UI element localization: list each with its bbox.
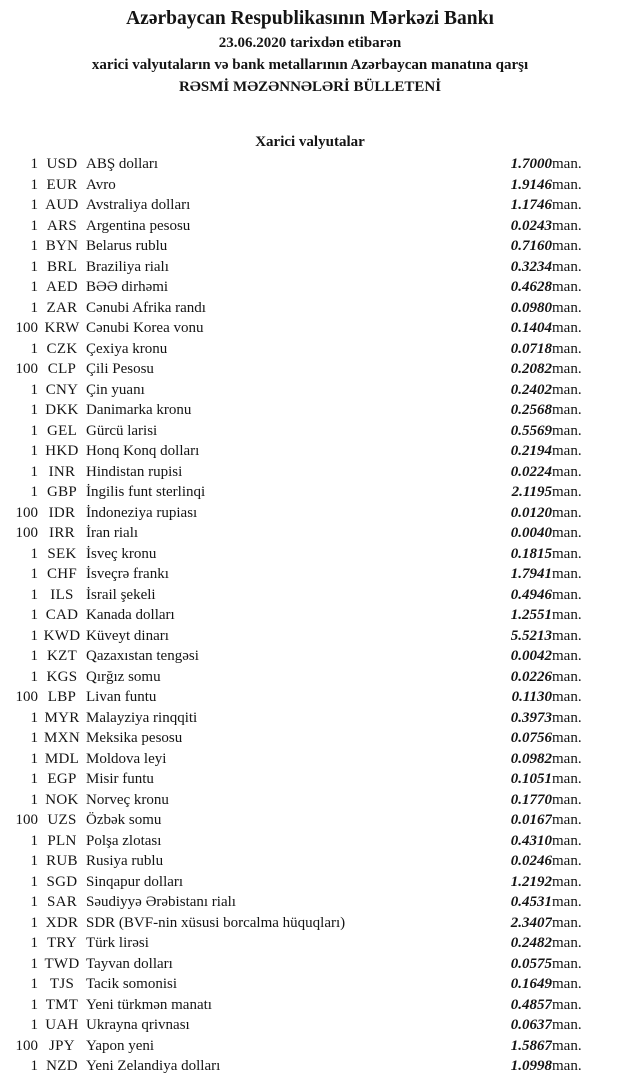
quantity-cell: 1 — [30, 299, 38, 316]
currency-name-cell: Rusiya rublu — [86, 853, 164, 869]
currency-code-cell: KRW — [44, 320, 80, 336]
currency-name-cell: Türk lirəsi — [86, 935, 149, 951]
currency-name-cell: Norveç kronu — [86, 791, 169, 808]
unit-label-cell: man. — [552, 422, 582, 439]
rate-value-cell: 1.5867 — [510, 1037, 552, 1054]
currency-code-cell: CNY — [45, 381, 79, 398]
quantity-cell: 1 — [30, 853, 38, 869]
rate-row — [0, 913, 620, 934]
currency-name-cell: İngilis funt sterlinqi — [86, 484, 206, 500]
rate-row — [0, 257, 620, 278]
quantity-cell: 100 — [15, 361, 38, 377]
unit-label-cell: man. — [552, 484, 582, 500]
rate-row — [0, 687, 620, 708]
currency-name-cell: Səudiyyə Ərəbistanı rialı — [86, 894, 236, 910]
rate-row — [0, 421, 620, 442]
currency-name-cell: İndoneziya rupiası — [86, 504, 198, 521]
unit-label-cell: man. — [552, 935, 582, 951]
rate-row — [0, 400, 620, 421]
quantity-cell: 1 — [30, 545, 38, 562]
rate-row — [0, 667, 620, 688]
currency-code-cell: AED — [46, 279, 78, 295]
quantity-cell: 1 — [30, 607, 38, 623]
unit-label-cell: man. — [552, 832, 582, 849]
currency-code-cell: TMT — [45, 996, 79, 1013]
rate-row — [0, 831, 620, 852]
currency-name-cell: Malayziya rinqqiti — [86, 709, 198, 726]
currency-code-cell: SEK — [47, 545, 77, 562]
currency-name-cell: Misir funtu — [86, 771, 154, 787]
currency-code-cell: GBP — [46, 484, 78, 500]
rate-value-cell: 0.3973 — [510, 709, 552, 726]
rate-value-cell: 0.1649 — [510, 976, 552, 992]
currency-name-cell: Gürcü larisi — [86, 422, 158, 439]
currency-name-cell: Avstraliya dolları — [86, 197, 191, 213]
quantity-cell: 1 — [30, 176, 38, 193]
rate-value-cell: 0.1815 — [510, 545, 552, 562]
effective-date-line: 23.06.2020 tarixdən etibarən — [218, 35, 402, 51]
rate-value-cell: 5.5213 — [510, 627, 552, 644]
quantity-cell: 1 — [30, 258, 38, 275]
currency-name-cell: Yeni türkmən manatı — [86, 996, 212, 1013]
rate-row — [0, 482, 620, 503]
currency-name-cell: Yapon yeni — [86, 1037, 155, 1054]
unit-label-cell: man. — [552, 463, 582, 480]
currency-code-cell: JPY — [49, 1037, 75, 1054]
currency-name-cell: Argentina pesosu — [86, 217, 191, 234]
currency-code-cell: NOK — [45, 791, 79, 808]
unit-label-cell: man. — [552, 381, 582, 398]
currency-name-cell: Ukrayna qrivnası — [86, 1017, 190, 1033]
unit-label-cell: man. — [552, 689, 582, 705]
rate-value-cell: 0.2482 — [510, 935, 552, 951]
rate-value-cell: 0.1051 — [510, 771, 552, 787]
quantity-cell: 1 — [30, 750, 38, 767]
quantity-cell: 1 — [30, 1017, 38, 1033]
rate-value-cell: 0.0226 — [510, 668, 552, 685]
rate-row — [0, 277, 620, 298]
currency-name-cell: Çili Pesosu — [86, 361, 154, 377]
quantity-cell: 1 — [30, 586, 38, 603]
rate-row — [0, 523, 620, 544]
currency-code-cell: MXN — [44, 730, 80, 746]
quantity-cell: 1 — [30, 402, 38, 418]
rate-value-cell: 0.2194 — [510, 443, 552, 459]
currency-code-cell: CZK — [46, 340, 78, 357]
currency-name-cell: Qazaxıstan tengəsi — [86, 648, 199, 664]
rate-value-cell: 0.1770 — [510, 791, 552, 808]
rate-value-cell: 2.3407 — [510, 914, 552, 931]
rate-value-cell: 1.7941 — [510, 566, 552, 582]
currency-name-cell: Meksika pesosu — [86, 730, 183, 746]
exchange-rates-table — [0, 154, 620, 1077]
currency-name-cell: Polşa zlotası — [86, 832, 162, 849]
currency-code-cell: UAH — [45, 1017, 79, 1033]
currency-code-cell: ZAR — [46, 299, 78, 316]
unit-label-cell: man. — [552, 340, 582, 357]
rate-value-cell: 0.0982 — [510, 750, 552, 767]
rate-row — [0, 995, 620, 1016]
currency-code-cell: PLN — [47, 832, 77, 849]
rate-row — [0, 216, 620, 237]
currency-code-cell: CHF — [46, 566, 78, 582]
rate-row — [0, 1056, 620, 1077]
unit-label-cell: man. — [552, 1037, 582, 1054]
quantity-cell: 1 — [30, 197, 38, 213]
rate-row — [0, 851, 620, 872]
quantity-cell: 1 — [30, 156, 38, 172]
unit-label-cell: man. — [552, 156, 582, 172]
quantity-cell: 1 — [30, 771, 38, 787]
currency-name-cell: Belarus rublu — [86, 238, 168, 254]
rate-value-cell: 0.0243 — [510, 217, 552, 234]
currency-code-cell: HKD — [45, 443, 79, 459]
quantity-cell: 1 — [30, 463, 38, 480]
quantity-cell: 1 — [30, 668, 38, 685]
currency-code-cell: SGD — [46, 873, 78, 890]
currency-name-cell: Qırğız somu — [86, 668, 161, 685]
unit-label-cell: man. — [552, 914, 582, 931]
unit-label-cell: man. — [552, 443, 582, 459]
rate-row — [0, 298, 620, 319]
currency-name-cell: İsrail şekeli — [86, 586, 156, 603]
currency-code-cell: MDL — [44, 750, 80, 767]
quantity-cell: 1 — [30, 935, 38, 951]
quantity-cell: 100 — [15, 689, 38, 705]
rate-row — [0, 380, 620, 401]
unit-label-cell: man. — [552, 176, 582, 193]
rate-value-cell: 0.0042 — [510, 648, 552, 664]
quantity-cell: 1 — [30, 730, 38, 746]
currency-code-cell: ARS — [46, 217, 78, 234]
rate-row — [0, 790, 620, 811]
currency-code-cell: TJS — [49, 976, 75, 992]
unit-label-cell: man. — [552, 361, 582, 377]
unit-label-cell: man. — [552, 504, 582, 521]
rate-row — [0, 1036, 620, 1057]
currency-code-cell: SAR — [46, 894, 78, 910]
currency-code-cell: DKK — [45, 402, 79, 418]
quantity-cell: 1 — [30, 791, 38, 808]
quantity-cell: 100 — [15, 504, 38, 521]
quantity-cell: 1 — [30, 894, 38, 910]
currency-name-cell: Çexiya kronu — [86, 340, 168, 357]
unit-label-cell: man. — [552, 976, 582, 992]
quantity-cell: 1 — [30, 238, 38, 254]
unit-label-cell: man. — [552, 894, 582, 910]
currency-name-cell: Yeni Zelandiya dolları — [86, 1058, 221, 1074]
unit-label-cell: man. — [552, 791, 582, 808]
currency-name-cell: Honq Konq dolları — [86, 443, 200, 459]
quantity-cell: 1 — [30, 648, 38, 664]
quantity-cell: 100 — [15, 1037, 38, 1054]
unit-label-cell: man. — [552, 586, 582, 603]
rate-row — [0, 175, 620, 196]
quantity-cell: 1 — [30, 443, 38, 459]
rate-row — [0, 339, 620, 360]
currency-name-cell: Cənubi Korea vonu — [86, 320, 204, 336]
rate-row — [0, 954, 620, 975]
currency-name-cell: Avro — [86, 176, 116, 193]
bank-name-title: Azərbaycan Respublikasının Mərkəzi Bankı — [126, 8, 494, 29]
rate-value-cell: 1.2192 — [510, 873, 552, 890]
rate-value-cell: 0.3234 — [510, 258, 552, 275]
currency-code-cell: KGS — [46, 668, 78, 685]
rate-value-cell: 2.1195 — [511, 484, 552, 500]
rate-row — [0, 564, 620, 585]
unit-label-cell: man. — [552, 197, 582, 213]
rate-row — [0, 544, 620, 565]
rate-row — [0, 318, 620, 339]
quantity-cell: 100 — [15, 320, 38, 336]
unit-label-cell: man. — [552, 299, 582, 316]
rate-row — [0, 728, 620, 749]
currency-code-cell: KZT — [46, 648, 78, 664]
rate-value-cell: 1.1746 — [510, 197, 552, 213]
currency-name-cell: SDR (BVF-nin xüsusi borcalma hüquqları) — [86, 914, 346, 931]
unit-label-cell: man. — [552, 709, 582, 726]
currency-name-cell: Çin yuanı — [86, 381, 145, 398]
unit-label-cell: man. — [552, 545, 582, 562]
unit-label-cell: man. — [552, 238, 582, 254]
currency-name-cell: İsveçrə frankı — [86, 566, 169, 582]
currency-name-cell: Tacik somonisi — [86, 976, 178, 992]
rate-row — [0, 810, 620, 831]
currency-name-cell: Moldova leyi — [86, 750, 167, 767]
unit-label-cell: man. — [552, 607, 582, 623]
rate-value-cell: 0.2402 — [510, 381, 552, 398]
currency-code-cell: LBP — [47, 689, 77, 705]
rate-row — [0, 154, 620, 175]
currency-name-cell: Hindistan rupisi — [86, 463, 183, 480]
quantity-cell: 1 — [30, 566, 38, 582]
unit-label-cell: man. — [552, 279, 582, 295]
rate-row — [0, 626, 620, 647]
rate-row — [0, 195, 620, 216]
rate-value-cell: 0.4946 — [510, 586, 552, 603]
quantity-cell: 1 — [30, 976, 38, 992]
currency-code-cell: EUR — [46, 176, 78, 193]
currency-code-cell: CAD — [45, 607, 79, 623]
currency-code-cell: IDR — [48, 504, 76, 521]
quantity-cell: 1 — [30, 217, 38, 234]
rate-value-cell: 0.0756 — [510, 730, 552, 746]
unit-label-cell: man. — [552, 258, 582, 275]
quantity-cell: 1 — [30, 1058, 38, 1074]
rate-row — [0, 749, 620, 770]
unit-label-cell: man. — [552, 873, 582, 890]
rate-value-cell: 0.1130 — [511, 689, 552, 705]
currency-code-cell: CLP — [47, 361, 77, 377]
rate-value-cell: 0.0575 — [510, 955, 552, 972]
currency-code-cell: UZS — [47, 812, 77, 828]
currency-name-cell: ABŞ dolları — [86, 156, 159, 172]
currency-name-cell: Cənubi Afrika randı — [86, 299, 206, 316]
unit-label-cell: man. — [552, 955, 582, 972]
rate-value-cell: 0.0224 — [510, 463, 552, 480]
rate-row — [0, 585, 620, 606]
rate-value-cell: 0.4628 — [510, 279, 552, 295]
quantity-cell: 1 — [30, 955, 38, 972]
unit-label-cell: man. — [552, 402, 582, 418]
currency-name-cell: Özbək somu — [86, 812, 162, 828]
rate-value-cell: 1.0998 — [510, 1058, 552, 1074]
rate-value-cell: 0.0040 — [510, 525, 552, 541]
currency-code-cell: TRY — [46, 935, 78, 951]
currency-name-cell: İsveç kronu — [86, 545, 157, 562]
rate-value-cell: 0.5569 — [510, 422, 552, 439]
quantity-cell: 1 — [30, 381, 38, 398]
quantity-cell: 1 — [30, 279, 38, 295]
currency-name-cell: Braziliya rialı — [86, 258, 169, 275]
currency-code-cell: INR — [48, 463, 76, 480]
rate-value-cell: 1.9146 — [510, 176, 552, 193]
rate-row — [0, 708, 620, 729]
currency-name-cell: Küveyt dinarı — [86, 627, 169, 644]
rate-row — [0, 359, 620, 380]
rate-value-cell: 1.2551 — [510, 607, 552, 623]
unit-label-cell: man. — [552, 853, 582, 869]
section-title-foreign-currencies: Xarici valyutalar — [255, 134, 365, 150]
currency-code-cell: TWD — [44, 955, 80, 972]
rate-value-cell: 0.2082 — [510, 361, 552, 377]
currency-name-cell: Danimarka kronu — [86, 402, 192, 418]
unit-label-cell: man. — [552, 1017, 582, 1033]
rate-value-cell: 0.0246 — [510, 853, 552, 869]
rate-row — [0, 462, 620, 483]
rate-value-cell: 0.2568 — [510, 402, 552, 418]
quantity-cell: 100 — [15, 812, 38, 828]
currency-code-cell: USD — [46, 156, 78, 172]
quantity-cell: 1 — [30, 484, 38, 500]
rate-row — [0, 769, 620, 790]
currency-name-cell: Livan funtu — [86, 689, 157, 705]
bulletin-title: RƏSMİ MƏZƏNNƏLƏRİ BÜLLETENİ — [178, 79, 442, 95]
rate-value-cell: 0.1404 — [510, 320, 552, 336]
unit-label-cell: man. — [552, 730, 582, 746]
rate-row — [0, 503, 620, 524]
quantity-cell: 1 — [30, 832, 38, 849]
currency-code-cell: KWD — [43, 627, 81, 644]
currency-name-cell: Kanada dolları — [86, 607, 175, 623]
rate-row — [0, 605, 620, 626]
quantity-cell: 1 — [30, 914, 38, 931]
rate-value-cell: 0.0980 — [510, 299, 552, 316]
currency-code-cell: NZD — [46, 1058, 78, 1074]
quantity-cell: 100 — [15, 525, 38, 541]
currency-code-cell: AUD — [45, 197, 79, 213]
rate-value-cell: 0.4531 — [510, 894, 552, 910]
rate-row — [0, 892, 620, 913]
currency-name-cell: İran rialı — [86, 525, 139, 541]
unit-label-cell: man. — [552, 627, 582, 644]
quantity-cell: 1 — [30, 340, 38, 357]
rate-row — [0, 974, 620, 995]
currency-code-cell: IRR — [49, 525, 75, 541]
unit-label-cell: man. — [552, 668, 582, 685]
currency-code-cell: MYR — [44, 709, 80, 726]
rate-value-cell: 0.4857 — [510, 996, 552, 1013]
quantity-cell: 1 — [30, 996, 38, 1013]
currency-code-cell: ILS — [50, 586, 74, 603]
subject-line: xarici valyutaların və bank metallarının Azərbaycan manatına qarşı — [91, 57, 529, 73]
rate-value-cell: 1.7000 — [510, 156, 552, 172]
unit-label-cell: man. — [552, 217, 582, 234]
unit-label-cell: man. — [552, 1058, 582, 1074]
rate-row — [0, 236, 620, 257]
unit-label-cell: man. — [552, 648, 582, 664]
currency-code-cell: RUB — [46, 853, 78, 869]
unit-label-cell: man. — [552, 525, 582, 541]
rate-row — [0, 441, 620, 462]
rate-value-cell: 0.4310 — [510, 832, 552, 849]
currency-code-cell: EGP — [47, 771, 77, 787]
currency-code-cell: GEL — [46, 422, 78, 439]
unit-label-cell: man. — [552, 812, 582, 828]
quantity-cell: 1 — [30, 873, 38, 890]
currency-name-cell: Tayvan dolları — [86, 955, 173, 972]
currency-code-cell: BRL — [46, 258, 78, 275]
unit-label-cell: man. — [552, 996, 582, 1013]
rate-value-cell: 0.0637 — [510, 1017, 552, 1033]
rate-row — [0, 646, 620, 667]
unit-label-cell: man. — [552, 750, 582, 767]
currency-code-cell: XDR — [45, 914, 79, 931]
currency-name-cell: BƏƏ dirhəmi — [86, 279, 169, 295]
bulletin-header — [0, 0, 620, 98]
quantity-cell: 1 — [30, 709, 38, 726]
rate-value-cell: 0.0718 — [510, 340, 552, 357]
currency-name-cell: Sinqapur dolları — [86, 873, 184, 890]
unit-label-cell: man. — [552, 566, 582, 582]
unit-label-cell: man. — [552, 320, 582, 336]
rate-row — [0, 933, 620, 954]
unit-label-cell: man. — [552, 771, 582, 787]
rate-value-cell: 0.7160 — [510, 238, 552, 254]
quantity-cell: 1 — [30, 422, 38, 439]
quantity-cell: 1 — [30, 627, 38, 644]
currency-code-cell: BYN — [45, 238, 79, 254]
rate-row — [0, 1015, 620, 1036]
rate-value-cell: 0.0167 — [510, 812, 552, 828]
rates-table-body — [0, 154, 620, 1077]
rate-row — [0, 872, 620, 893]
rate-value-cell: 0.0120 — [510, 504, 552, 521]
